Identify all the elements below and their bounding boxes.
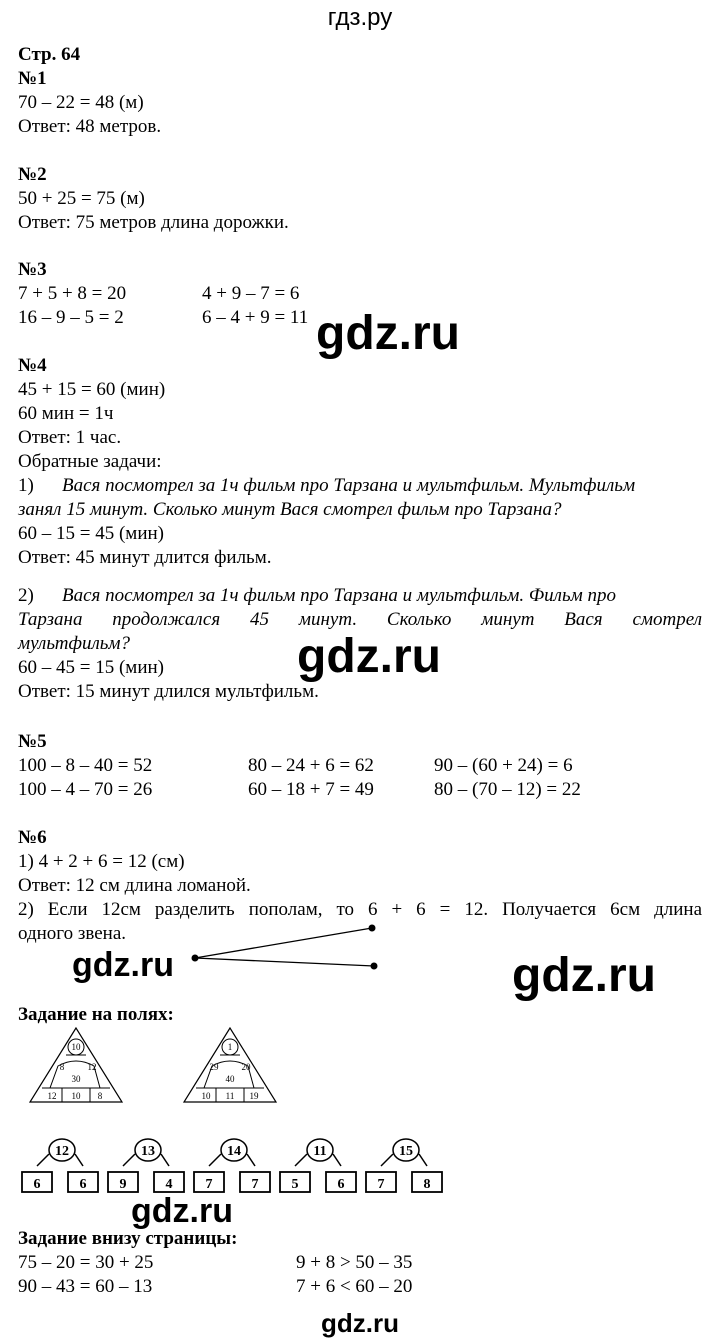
tree-left-number: 6 (33, 1177, 41, 1192)
task5-expr: 90 – (60 + 24) = 6 (434, 755, 573, 776)
watermark: gdz.ru (72, 946, 174, 984)
triangle-number: 10 (71, 1091, 81, 1101)
vertex-dot (371, 963, 378, 970)
comparison-expr: 9 + 8 > 50 – 35 (296, 1252, 413, 1273)
broken-line-figure (180, 920, 390, 975)
comparison-expr: 90 – 43 = 60 – 13 (18, 1276, 153, 1297)
inverse2-text: Вася посмотрел за 1ч фильм про Тарзана и мультфильм. Фильм про (62, 585, 616, 606)
footer-watermark: gdz.ru (321, 1308, 399, 1338)
inverse1-text: занял 15 минут. Сколько минут Вася смотрел фильм про Тарзана? (18, 499, 562, 520)
inverse2-number: 2) (18, 585, 34, 606)
number-tree (108, 1139, 184, 1192)
task3-expr: 6 – 4 + 9 = 11 (202, 307, 309, 328)
page-number: Стр. 64 (18, 44, 81, 65)
triangle-number: 29 (209, 1062, 219, 1072)
triangle-number: 19 (249, 1091, 259, 1101)
inverse1-answer: Ответ: 45 минут длится фильм. (18, 547, 272, 568)
tree-right-number: 7 (251, 1177, 259, 1192)
tree-left-number: 9 (119, 1177, 127, 1192)
inverse1-number: 1) (18, 475, 34, 496)
task6-explanation: одного звена. (18, 923, 127, 944)
task1-answer: Ответ: 48 метров. (18, 116, 162, 137)
margin-task-title: Задание на полях: (18, 1004, 174, 1025)
triangle-number: 12 (87, 1062, 97, 1072)
triangle-number: 12 (47, 1091, 57, 1101)
tree-top-number: 12 (55, 1144, 69, 1159)
triangle-number: 8 (97, 1091, 103, 1101)
vertex-dot (192, 955, 199, 962)
task1-title: №1 (18, 68, 47, 89)
task4-answer: Ответ: 1 час. (18, 427, 122, 448)
vertex-dot (369, 925, 376, 932)
task3-expr: 7 + 5 + 8 = 20 (18, 283, 127, 304)
task3-expr: 4 + 9 – 7 = 6 (202, 283, 300, 304)
triangle-number: 10 (71, 1042, 81, 1052)
task4-inverse-heading: Обратные задачи: (18, 451, 162, 472)
number-triangle (28, 1026, 124, 1104)
task6-answer: Ответ: 12 см длина ломаной. (18, 875, 251, 896)
task4-conversion: 60 мин = 1ч (18, 403, 114, 424)
task2-calc: 50 + 25 = 75 (м) (18, 188, 145, 209)
task5-expr: 100 – 8 – 40 = 52 (18, 755, 153, 776)
triangle-number: 8 (59, 1062, 65, 1072)
number-tree (280, 1139, 356, 1192)
watermark: gdz.ru (131, 1192, 233, 1230)
number-triangle (182, 1026, 278, 1104)
comparison-expr: 7 + 6 < 60 – 20 (296, 1276, 413, 1297)
watermark: gdz.ru (297, 630, 441, 683)
watermark: gdz.ru (316, 307, 460, 360)
task5-expr: 80 – 24 + 6 = 62 (248, 755, 374, 776)
number-tree (22, 1139, 98, 1192)
tree-right-number: 6 (337, 1177, 345, 1192)
task1-calc: 70 – 22 = 48 (м) (18, 92, 144, 113)
task3-expr: 16 – 9 – 5 = 2 (18, 307, 124, 328)
inverse2-text: мультфильм? (18, 633, 130, 654)
inverse2-text: Тарзана продолжался 45 минут. Сколько минут Вася смотрел (18, 609, 702, 630)
triangle-number: 20 (241, 1062, 251, 1072)
inverse1-calc: 60 – 15 = 45 (мин) (18, 523, 164, 544)
tree-right-number: 8 (423, 1177, 431, 1192)
number-tree (366, 1139, 442, 1192)
task6-calc: 1) 4 + 2 + 6 = 12 (см) (18, 851, 185, 872)
task2-title: №2 (18, 164, 47, 185)
tree-left-number: 5 (291, 1177, 299, 1192)
tree-top-number: 13 (141, 1144, 155, 1159)
number-trees (18, 1136, 448, 1202)
number-tree (194, 1139, 270, 1192)
inverse2-calc: 60 – 45 = 15 (мин) (18, 657, 164, 678)
tree-right-number: 6 (79, 1177, 87, 1192)
task6-explanation: 2) Если 12см разделить пополам, то 6 + 6 = 12. Получается 6см длина (18, 899, 702, 920)
triangle-number: 11 (225, 1091, 235, 1101)
tree-right-number: 4 (165, 1177, 173, 1192)
task2-answer: Ответ: 75 метров длина дорожки. (18, 212, 289, 233)
task5-expr: 60 – 18 + 7 = 49 (248, 779, 374, 800)
watermark: gdz.ru (512, 949, 656, 1002)
tree-top-number: 15 (399, 1144, 413, 1159)
task5-title: №5 (18, 731, 47, 752)
triangle-number: 30 (71, 1074, 81, 1084)
tree-top-number: 11 (313, 1144, 327, 1159)
task5-expr: 100 – 4 – 70 = 26 (18, 779, 153, 800)
tree-left-number: 7 (377, 1177, 385, 1192)
comparison-expr: 75 – 20 = 30 + 25 (18, 1252, 154, 1273)
tree-top-number: 14 (227, 1144, 241, 1159)
triangle-number: 10 (201, 1091, 211, 1101)
tree-left-number: 7 (205, 1177, 213, 1192)
site-header: гдз.ру (327, 4, 393, 31)
inverse2-answer: Ответ: 15 минут длился мультфильм. (18, 681, 319, 702)
task5-expr: 80 – (70 – 12) = 22 (434, 779, 581, 800)
task4-title: №4 (18, 355, 47, 376)
task3-title: №3 (18, 259, 47, 280)
task6-title: №6 (18, 827, 47, 848)
bottom-task-title: Задание внизу страницы: (18, 1228, 238, 1249)
broken-line (195, 928, 374, 966)
triangle-number: 40 (225, 1074, 235, 1084)
inverse1-text: Вася посмотрел за 1ч фильм про Тарзана и мультфильм. Мультфильм (62, 475, 636, 496)
triangle-number: 1 (227, 1042, 233, 1052)
task4-calc: 45 + 15 = 60 (мин) (18, 379, 166, 400)
